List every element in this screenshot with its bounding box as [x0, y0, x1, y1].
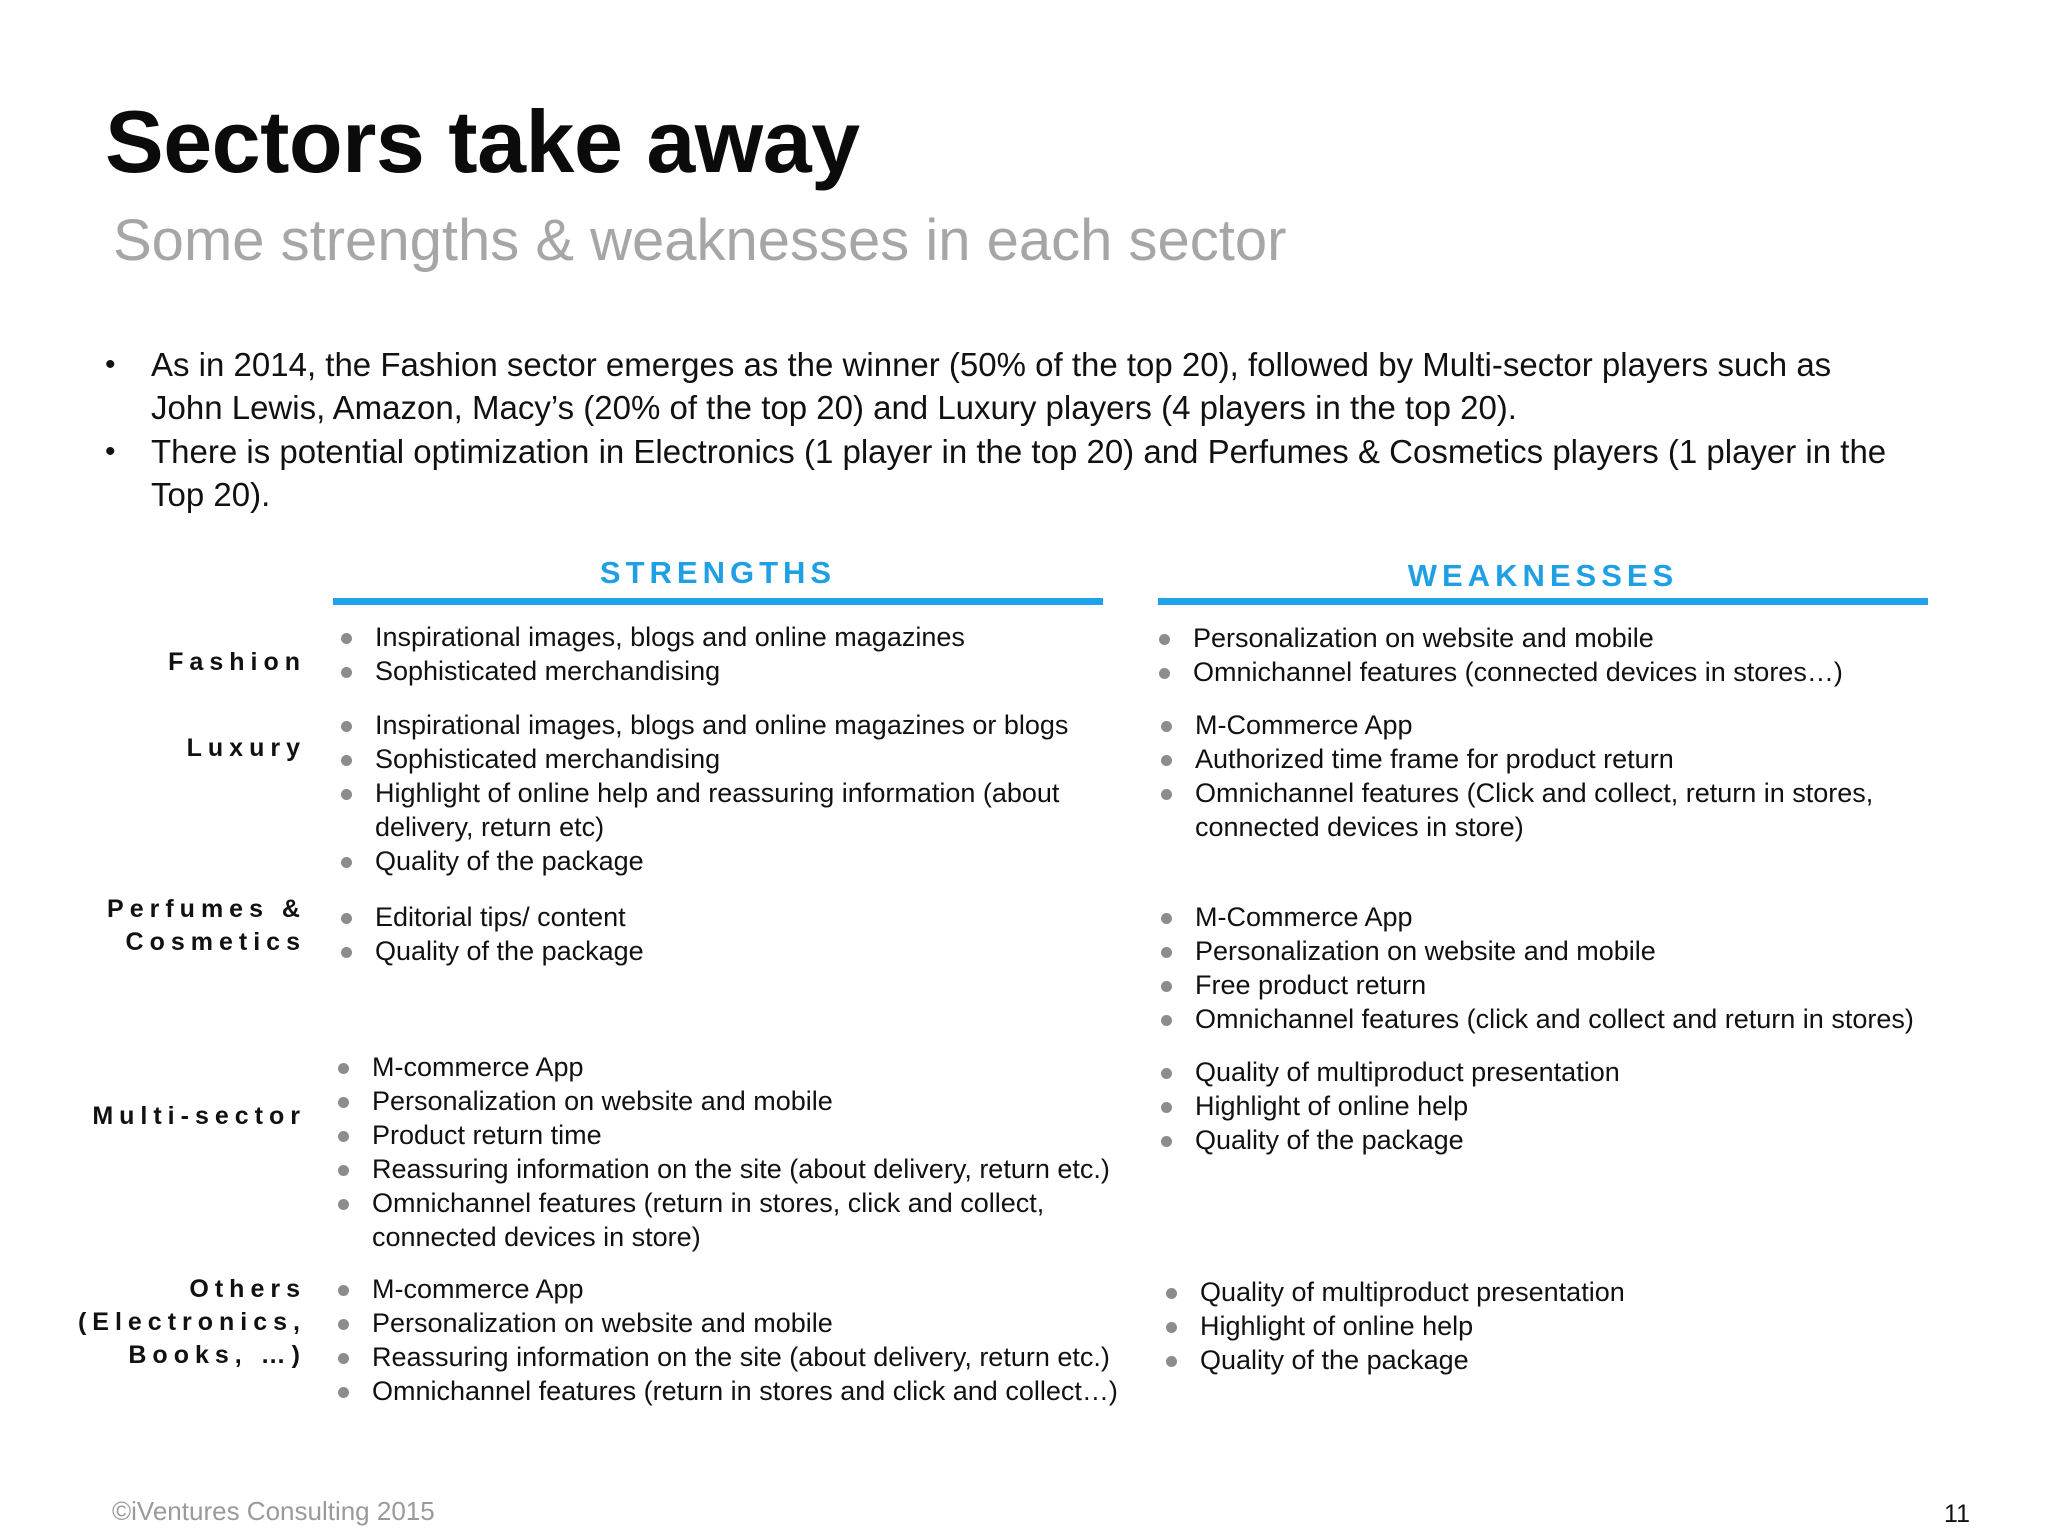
sector-label-multi-sector: Multi-sector	[92, 1102, 306, 1130]
bullet-icon	[341, 947, 352, 958]
bullet-icon	[1166, 1288, 1177, 1299]
others-weaknesses	[1200, 1275, 1940, 1377]
intro-item	[105, 430, 1905, 516]
sector-label-perfumes-cosmetics: Perfumes & Cosmetics	[107, 895, 306, 956]
list-item: Quality of the package	[1195, 1123, 1935, 1157]
sector-label-fashion: Fashion	[168, 648, 306, 676]
bullet-icon	[1161, 1015, 1172, 1026]
perfumes-weaknesses	[1195, 900, 1955, 1036]
list-item: M-commerce App	[372, 1050, 1117, 1084]
bullet-icon	[338, 1097, 349, 1108]
intro-text: There is potential optimization in Electronics (1 player in the top 20) and Perfumes & Cosmetics players (1 player in the Top 20).	[151, 433, 1887, 513]
bullet-icon	[341, 667, 352, 678]
bullet-icon	[1159, 634, 1170, 645]
bullet-icon	[1161, 981, 1172, 992]
bullet-icon	[1159, 668, 1170, 679]
bullet-icon	[1166, 1356, 1177, 1367]
list-item: Omnichannel features (return in stores and click and collect…)	[372, 1374, 1132, 1408]
list-item: Highlight of online help	[1195, 1089, 1935, 1123]
page-number: 11	[1944, 1500, 1970, 1528]
sector-label-others: Others (Electronics, Books, …)	[77, 1275, 306, 1369]
list-item: Inspirational images, blogs and online magazines	[375, 620, 1115, 654]
list-item: M-commerce App	[372, 1272, 1132, 1306]
bullet-icon	[338, 1353, 349, 1364]
list-item: Authorized time frame for product return	[1195, 742, 1935, 776]
copyright-footer: ©iVentures Consulting 2015	[112, 1496, 435, 1526]
multi-sector-weaknesses	[1195, 1055, 1935, 1157]
bullet-icon	[341, 857, 352, 868]
bullet-icon	[338, 1387, 349, 1398]
bullet-icon	[1161, 721, 1172, 732]
intro-text: As in 2014, the Fashion sector emerges as the winner (50% of the top 20), followed by Multi-sector players such as John Lewis, Amazon, Macy’s (20% of the top 20) and Luxury players (4 players in the top 20).	[151, 346, 1832, 426]
list-item: Sophisticated merchandising	[375, 742, 1115, 776]
bullet-icon	[338, 1199, 349, 1210]
fashion-weaknesses	[1193, 621, 1953, 689]
bullet-icon	[341, 721, 352, 732]
multi-sector-strengths	[372, 1050, 1117, 1254]
bullet-icon: •	[105, 348, 116, 381]
bullet-icon	[1161, 1136, 1172, 1147]
bullet-icon	[338, 1285, 349, 1296]
list-item: Free product return	[1195, 968, 1955, 1002]
list-item: Highlight of online help	[1200, 1309, 1940, 1343]
bullet-icon: •	[105, 435, 116, 468]
list-item: Quality of the package	[1200, 1343, 1940, 1377]
bullet-icon	[338, 1319, 349, 1330]
intro-item	[105, 343, 1905, 429]
list-item: Sophisticated merchandising	[375, 654, 1115, 688]
luxury-weaknesses	[1195, 708, 1935, 844]
list-item: Omnichannel features (Click and collect, return in stores, connected devices in store)	[1195, 776, 1935, 844]
list-item: Editorial tips/ content	[375, 900, 1115, 934]
bullet-icon	[341, 755, 352, 766]
bullet-icon	[338, 1063, 349, 1074]
list-item: Omnichannel features (connected devices in stores…)	[1193, 655, 1953, 689]
bullet-icon	[1161, 913, 1172, 924]
weaknesses-header: WEAKNESSES	[1407, 558, 1679, 593]
bullet-icon	[341, 913, 352, 924]
bullet-icon	[1161, 1102, 1172, 1113]
bullet-icon	[341, 789, 352, 800]
list-item: Personalization on website and mobile	[372, 1084, 1117, 1118]
bullet-icon	[338, 1131, 349, 1142]
bullet-icon	[1166, 1322, 1177, 1333]
list-item: Quality of multiproduct presentation	[1200, 1275, 1940, 1309]
list-item: Personalization on website and mobile	[1193, 621, 1953, 655]
bullet-icon	[1161, 1068, 1172, 1079]
others-strengths	[372, 1272, 1132, 1408]
list-item: Quality of multiproduct presentation	[1195, 1055, 1935, 1089]
bullet-icon	[1161, 947, 1172, 958]
list-item: Inspirational images, blogs and online magazines or blogs	[375, 708, 1115, 742]
list-item: Omnichannel features (return in stores, click and collect, connected devices in store)	[372, 1186, 1117, 1254]
list-item: Omnichannel features (click and collect and return in stores)	[1195, 1002, 1955, 1036]
sector-label-luxury: Luxury	[186, 734, 306, 762]
list-item: Personalization on website and mobile	[372, 1306, 1132, 1340]
perfumes-strengths	[375, 900, 1115, 968]
bullet-icon	[338, 1165, 349, 1176]
slide-title: Sectors take away	[105, 92, 860, 191]
luxury-strengths	[375, 708, 1115, 878]
list-item: Quality of the package	[375, 844, 1115, 878]
weaknesses-divider	[1158, 598, 1928, 605]
bullet-icon	[1161, 789, 1172, 800]
list-item: Reassuring information on the site (about delivery, return etc.)	[372, 1340, 1132, 1374]
list-item: Personalization on website and mobile	[1195, 934, 1955, 968]
list-item: Product return time	[372, 1118, 1117, 1152]
list-item: M-Commerce App	[1195, 708, 1935, 742]
list-item: M-Commerce App	[1195, 900, 1955, 934]
slide-subtitle: Some strengths & weaknesses in each sector	[113, 208, 1287, 273]
strengths-divider	[333, 598, 1103, 605]
fashion-strengths	[375, 620, 1115, 688]
strengths-header: STRENGTHS	[599, 555, 837, 590]
bullet-icon	[341, 633, 352, 644]
list-item: Reassuring information on the site (about delivery, return etc.)	[372, 1152, 1117, 1186]
list-item: Highlight of online help and reassuring information (about delivery, return etc)	[375, 776, 1115, 844]
intro-list	[105, 343, 1905, 517]
list-item: Quality of the package	[375, 934, 1115, 968]
bullet-icon	[1161, 755, 1172, 766]
